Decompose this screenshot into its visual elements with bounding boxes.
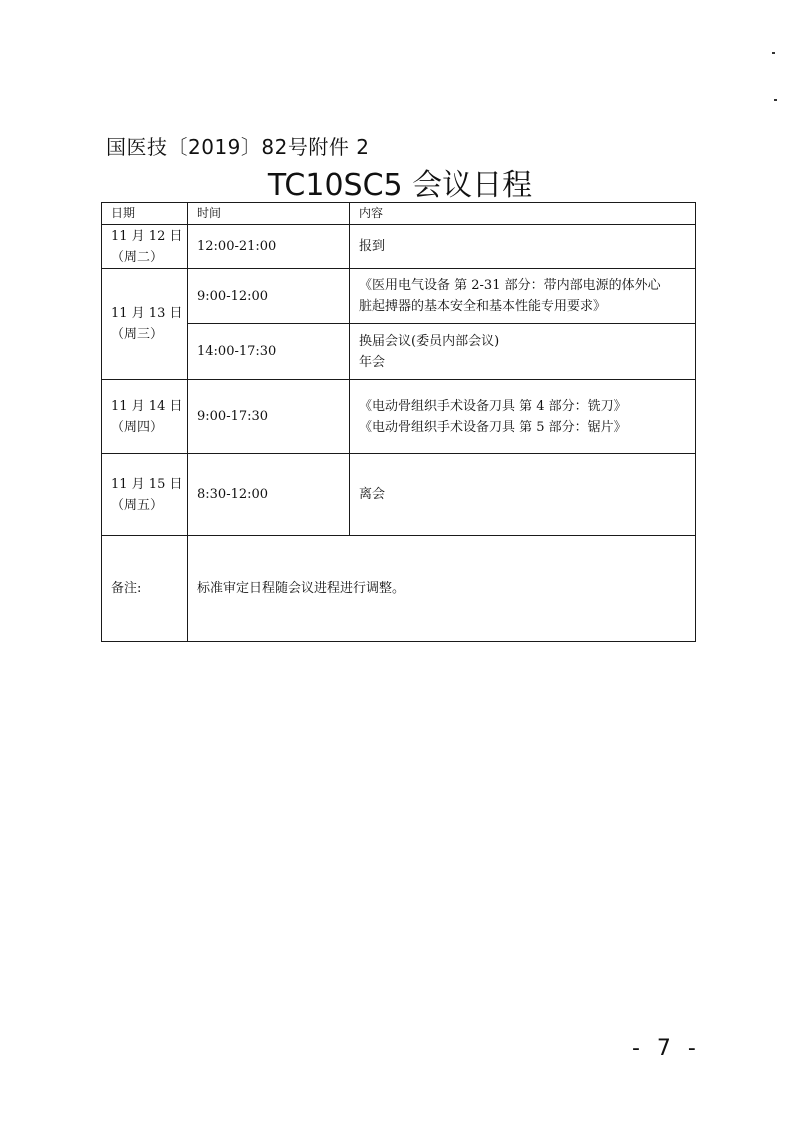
content-cell xyxy=(350,269,696,324)
time-cell: 8:30-12:00 xyxy=(188,454,350,536)
remarks-row xyxy=(102,536,696,642)
date-cell xyxy=(102,225,188,269)
time-cell: 14:00-17:30 xyxy=(188,324,350,380)
time-cell: 9:00-12:00 xyxy=(188,269,350,324)
content-line: 报到 xyxy=(359,239,386,254)
scan-mark xyxy=(772,52,775,54)
scan-mark xyxy=(774,99,777,101)
date-cell xyxy=(102,380,188,454)
header-date: 日期 xyxy=(102,203,188,225)
date-cell xyxy=(102,269,188,380)
table-header-row xyxy=(102,203,696,225)
date-cell xyxy=(102,454,188,536)
content-line: 离会 xyxy=(359,487,386,502)
remarks-label: 备注: xyxy=(102,536,188,642)
header-content: 内容 xyxy=(350,203,696,225)
weekday-text: （周三） xyxy=(111,327,164,342)
remarks-text: 标准审定日程随会议进程进行调整。 xyxy=(188,536,696,642)
content-line: 换届会议(委员内部会议) xyxy=(359,333,500,349)
table-row xyxy=(102,269,696,324)
content-cell xyxy=(350,225,696,269)
header-time: 时间 xyxy=(188,203,350,225)
date-text: 11 月 15 日 xyxy=(111,476,183,492)
content-line: 《电动骨组织手术设备刀具 第 4 部分：铣刀》 xyxy=(359,398,627,414)
time-cell: 9:00-17:30 xyxy=(188,380,350,454)
table-row xyxy=(102,225,696,269)
time-cell: 12:00-21:00 xyxy=(188,225,350,269)
content-line: 《医用电气设备 第 2-31 部分：带内部电源的体外心 xyxy=(359,278,661,293)
page-number: - 7 - xyxy=(632,1036,701,1061)
document-reference: 国医技〔2019〕82号附件 2 xyxy=(106,135,370,159)
content-line: 《电动骨组织手术设备刀具 第 5 部分：锯片》 xyxy=(359,419,627,435)
weekday-text: （周五） xyxy=(111,497,164,513)
content-cell xyxy=(350,380,696,454)
content-line: 脏起搏器的基本安全和基本性能专用要求》 xyxy=(359,299,607,314)
schedule-table xyxy=(101,202,696,642)
table-row xyxy=(102,454,696,536)
content-cell xyxy=(350,454,696,536)
weekday-text: （周二） xyxy=(111,249,164,265)
content-cell xyxy=(350,324,696,380)
document-title: TC10SC5 会议日程 xyxy=(267,168,533,203)
weekday-text: （周四） xyxy=(111,419,164,435)
content-line: 年会 xyxy=(359,354,386,370)
table-row xyxy=(102,324,696,380)
table-row xyxy=(102,380,696,454)
date-text: 11 月 12 日 xyxy=(111,228,183,244)
date-text: 11 月 14 日 xyxy=(111,398,183,414)
date-text: 11 月 13 日 xyxy=(111,306,183,321)
